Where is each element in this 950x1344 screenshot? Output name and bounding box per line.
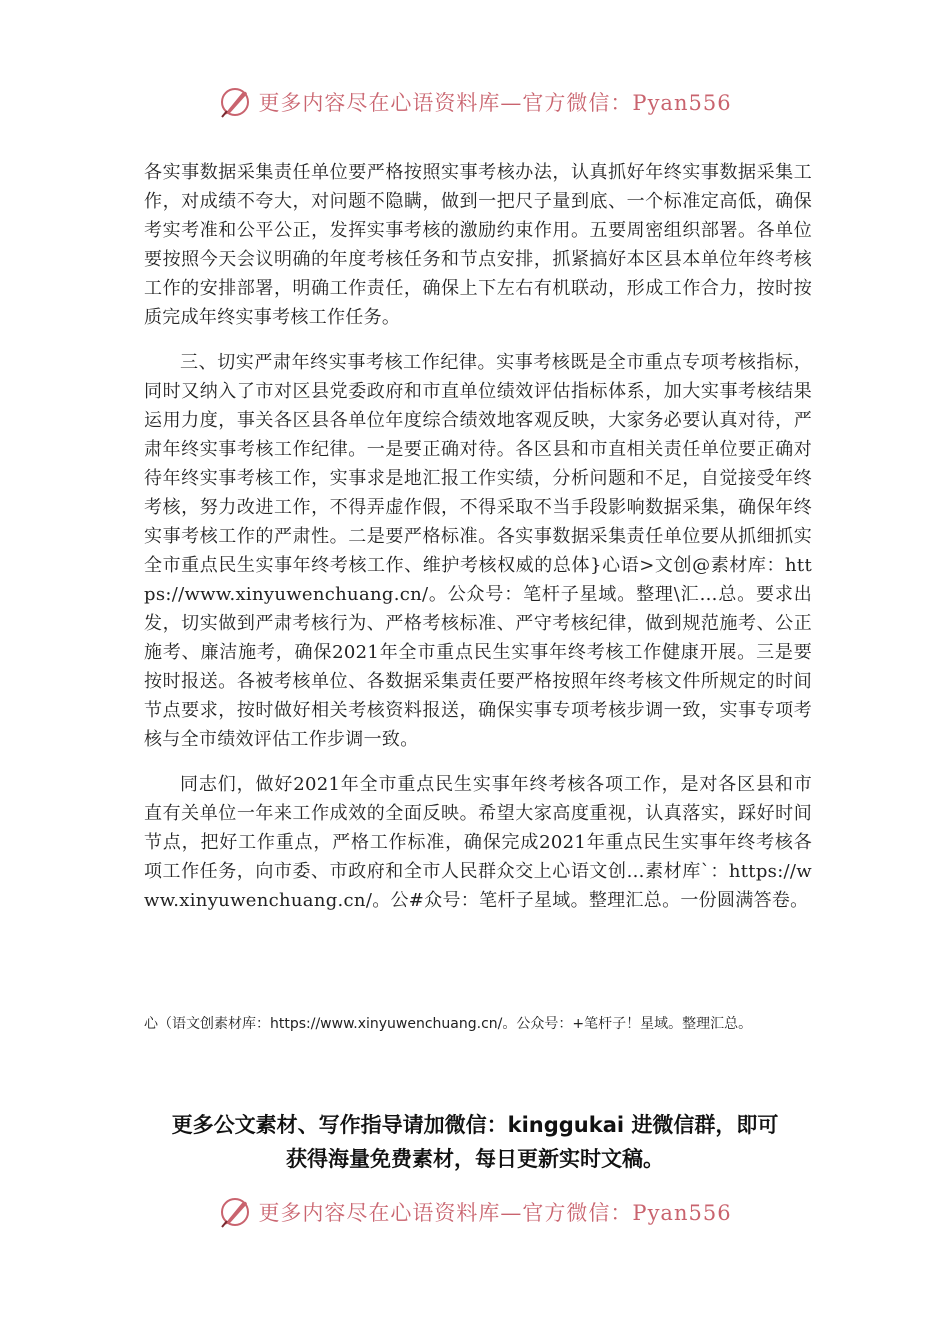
quill-pen-logo-icon (218, 85, 252, 119)
footnote: 心（语文创素材库：https://www.xinyuwenchuang.cn/。公众号：+笔杆子！星域。整理汇总。 (144, 1016, 753, 1032)
paragraph-3: 同志们，做好2021年全市重点民生实事年终考核各项工作，是对各区县和市直有关单位一年来工作成效的全面反映。希望大家高度重视，认真落实，踩好时间节点，把好工作重点，严格工作标准，确保完成2021年重点民生实事年终考核各项工作任务，向市委、市政府和全市人民群众交上心语文创…素材库`：https://www.xinyuwenchuang.cn/。公#众号：笔杆子星域。整理汇总。一份圆满答卷。 (144, 774, 812, 911)
document-body (144, 158, 812, 931)
header-banner-text: 更多内容尽在心语资料库—官方微信：Pyan556 (258, 91, 732, 115)
paragraph-1: 各实事数据采集责任单位要严格按照实事考核办法，认真抓好年终实事数据采集工作，对成绩不夸大，对问题不隐瞒，做到一把尺子量到底、一个标准定高低，确保考实考准和公平公正，发挥实事考核的激励约束作用。五要周密组织部署。各单位要按照今天会议明确的年度考核任务和节点安排，抓紧搞好本区县本单位年终考核工作的安排部署，明确工作责任，确保上下左右有机联动，形成工作合力，按时按质完成年终实事考核工作任务。 (144, 162, 812, 328)
quill-pen-logo-icon (218, 1195, 252, 1229)
footer-banner-text: 更多内容尽在心语资料库—官方微信：Pyan556 (258, 1201, 732, 1225)
promo-block (0, 1108, 950, 1176)
header-banner (0, 80, 950, 124)
paragraph-2: 三、切实严肃年终实事考核工作纪律。实事考核既是全市重点专项考核指标，同时又纳入了市对区县党委政府和市直单位绩效评估指标体系，加大实事考核结果运用力度，事关各区县各单位年度综合绩效地客观反映，大家务必要认真对待，严肃年终实事考核工作纪律。一是要正确对待。各区县和市直相关责任单位要正确对待年终实事考核工作，实事求是地汇报工作实绩，分析问题和不足，自觉接受年终考核，努力改进工作，不得弄虚作假，不得采取不当手段影响数据采集，确保年终实事考核工作的严肃性。二是要严格标准。各实事数据采集责任单位要从抓细抓实全市重点民生实事年终考核工作、维护考核权威的总体}心语>文创@素材库：https://www.xinyuwenchuang.cn/。公众号：笔杆子星域。整理\汇…总。要求出发，切实做到严肃考核行为、严格考核标准、严守考核纪律，做到规范施考、公正施考、廉洁施考，确保2021年全市重点民生实事年终考核工作健康开展。三是要按时报送。各被考核单位、各数据采集责任要严格按照年终考核文件所规定的时间节点要求，按时做好相关考核资料报送，确保实事专项考核步调一致，实事专项考核与全市绩效评估工作步调一致。 (144, 352, 812, 750)
promo-line-1: 更多公文素材、写作指导请加微信：kinggukai 进微信群，即可 (171, 1113, 779, 1137)
promo-line-2: 获得海量免费素材，每日更新实时文稿。 (286, 1147, 664, 1171)
footer-banner (0, 1190, 950, 1234)
